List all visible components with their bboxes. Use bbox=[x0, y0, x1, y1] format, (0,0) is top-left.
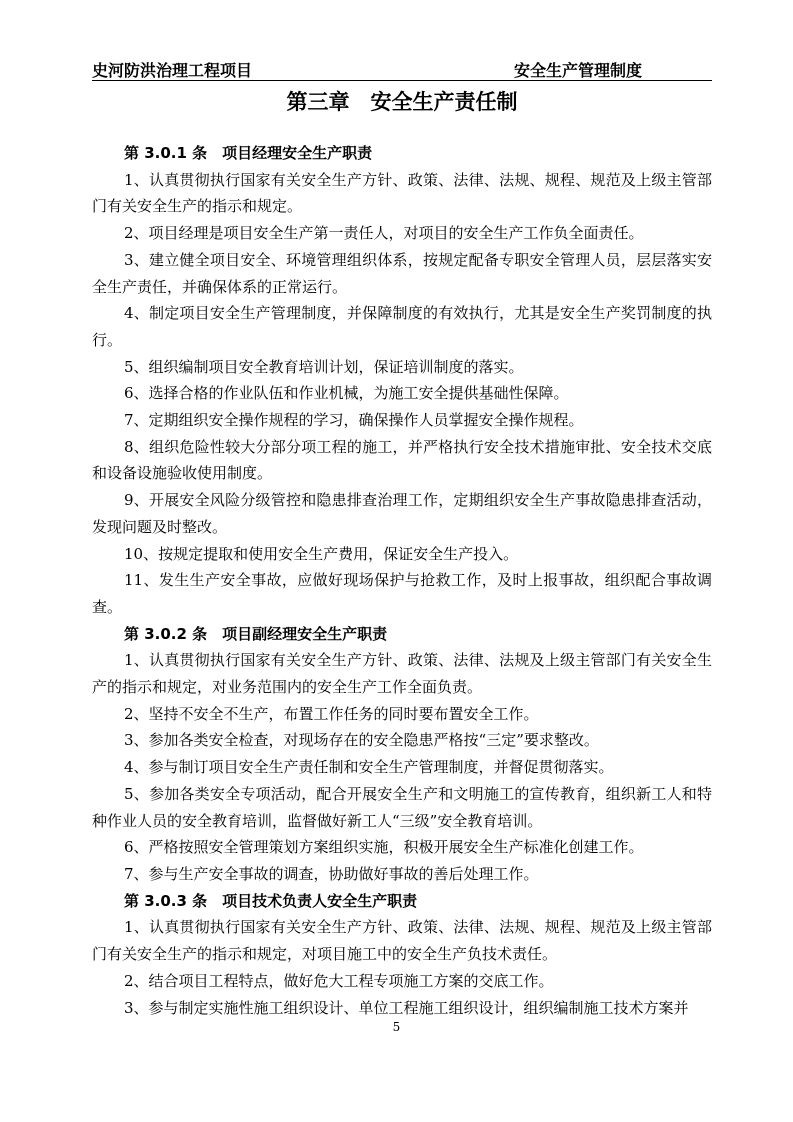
article-heading: 第 3.0.1 条 项目经理安全生产职责 bbox=[124, 144, 373, 162]
article-item: 9、开展安全风险分级管控和隐患排查治理工作，定期组织安全生产事故隐患排查活动，发现问题及时整改。 bbox=[92, 491, 712, 536]
article-item: 2、项目经理是项目安全生产第一责任人，对项目的安全生产工作负全面责任。 bbox=[124, 224, 644, 243]
article-item: 5、参加各类安全专项活动，配合开展安全生产和文明施工的宣传教育，组织新工人和特种作业人员的安全教育培训，监督做好新工人“三级”安全教育培训。 bbox=[92, 784, 712, 830]
article-item: 5、组织编制项目安全教育培训计划，保证培训制度的落实。 bbox=[124, 357, 524, 376]
article-item: 3、建立健全项目安全、环境管理组织体系，按规定配备专职安全管理人员，层层落实安全生产责任，并确保体系的正常运行。 bbox=[92, 250, 712, 296]
article-item: 1、认真贯彻执行国家有关安全生产方针、政策、法律、法规及上级主管部门有关安全生产的指示和规定，对业务范围内的安全生产工作全面负责。 bbox=[92, 651, 712, 697]
document-body bbox=[92, 140, 712, 1021]
page-header bbox=[92, 58, 712, 81]
header-document-name: 安全生产管理制度 bbox=[514, 61, 643, 80]
article-item: 1、认真贯彻执行国家有关安全生产方针、政策、法律、法规、规程、规范及上级主管部门有关安全生产的指示和规定。 bbox=[92, 170, 712, 216]
page-number: 5 bbox=[392, 1020, 401, 1034]
article-item: 3、参加各类安全检查，对现场存在的安全隐患严格按“三定”要求整改。 bbox=[124, 731, 599, 750]
article-item: 6、严格按照安全管理策划方案组织实施，积极开展安全生产标准化创建工作。 bbox=[124, 838, 644, 857]
article-heading: 第 3.0.3 条 项目技术负责人安全生产职责 bbox=[124, 891, 418, 910]
article-heading: 第 3.0.2 条 项目副经理安全生产职责 bbox=[124, 624, 388, 643]
article-item: 2、结合项目工程特点，做好危大工程专项施工方案的交底工作。 bbox=[124, 971, 554, 990]
chapter-title: 第三章 安全生产责任制 bbox=[286, 90, 518, 114]
article-item: 6、选择合格的作业队伍和作业机械，为施工安全提供基础性保障。 bbox=[124, 384, 569, 403]
article-item: 3、参与制定实施性施工组织设计、单位工程施工组织设计，组织编制施工技术方案并 bbox=[124, 998, 689, 1017]
article-item: 10、按规定提取和使用安全生产费用，保证安全生产投入。 bbox=[124, 544, 519, 563]
article-item: 7、定期组织安全操作规程的学习，确保操作人员掌握安全操作规程。 bbox=[124, 411, 584, 430]
article-item: 8、组织危险性较大分部分项工程的施工，并严格执行安全技术措施审批、安全技术交底和设备设施验收使用制度。 bbox=[92, 437, 712, 483]
article-item: 4、制定项目安全生产管理制度，并保障制度的有效执行，尤其是安全生产奖罚制度的执行。 bbox=[92, 304, 712, 349]
article-item: 2、坚持不安全不生产，布置工作任务的同时要布置安全工作。 bbox=[124, 704, 539, 723]
header-project-name: 史河防洪治理工程项目 bbox=[92, 61, 253, 80]
article-item: 1、认真贯彻执行国家有关安全生产方针、政策、法律、法规、规程、规范及上级主管部门有关安全生产的指示和规定，对项目施工中的安全生产负技术责任。 bbox=[92, 918, 712, 964]
article-item: 11、发生生产安全事故，应做好现场保护与抢救工作，及时上报事故，组织配合事故调查。 bbox=[92, 571, 712, 616]
article-item: 7、参与生产安全事故的调查，协助做好事故的善后处理工作。 bbox=[124, 864, 539, 883]
article-item: 4、参与制订项目安全生产责任制和安全生产管理制度，并督促贯彻落实。 bbox=[124, 758, 614, 777]
